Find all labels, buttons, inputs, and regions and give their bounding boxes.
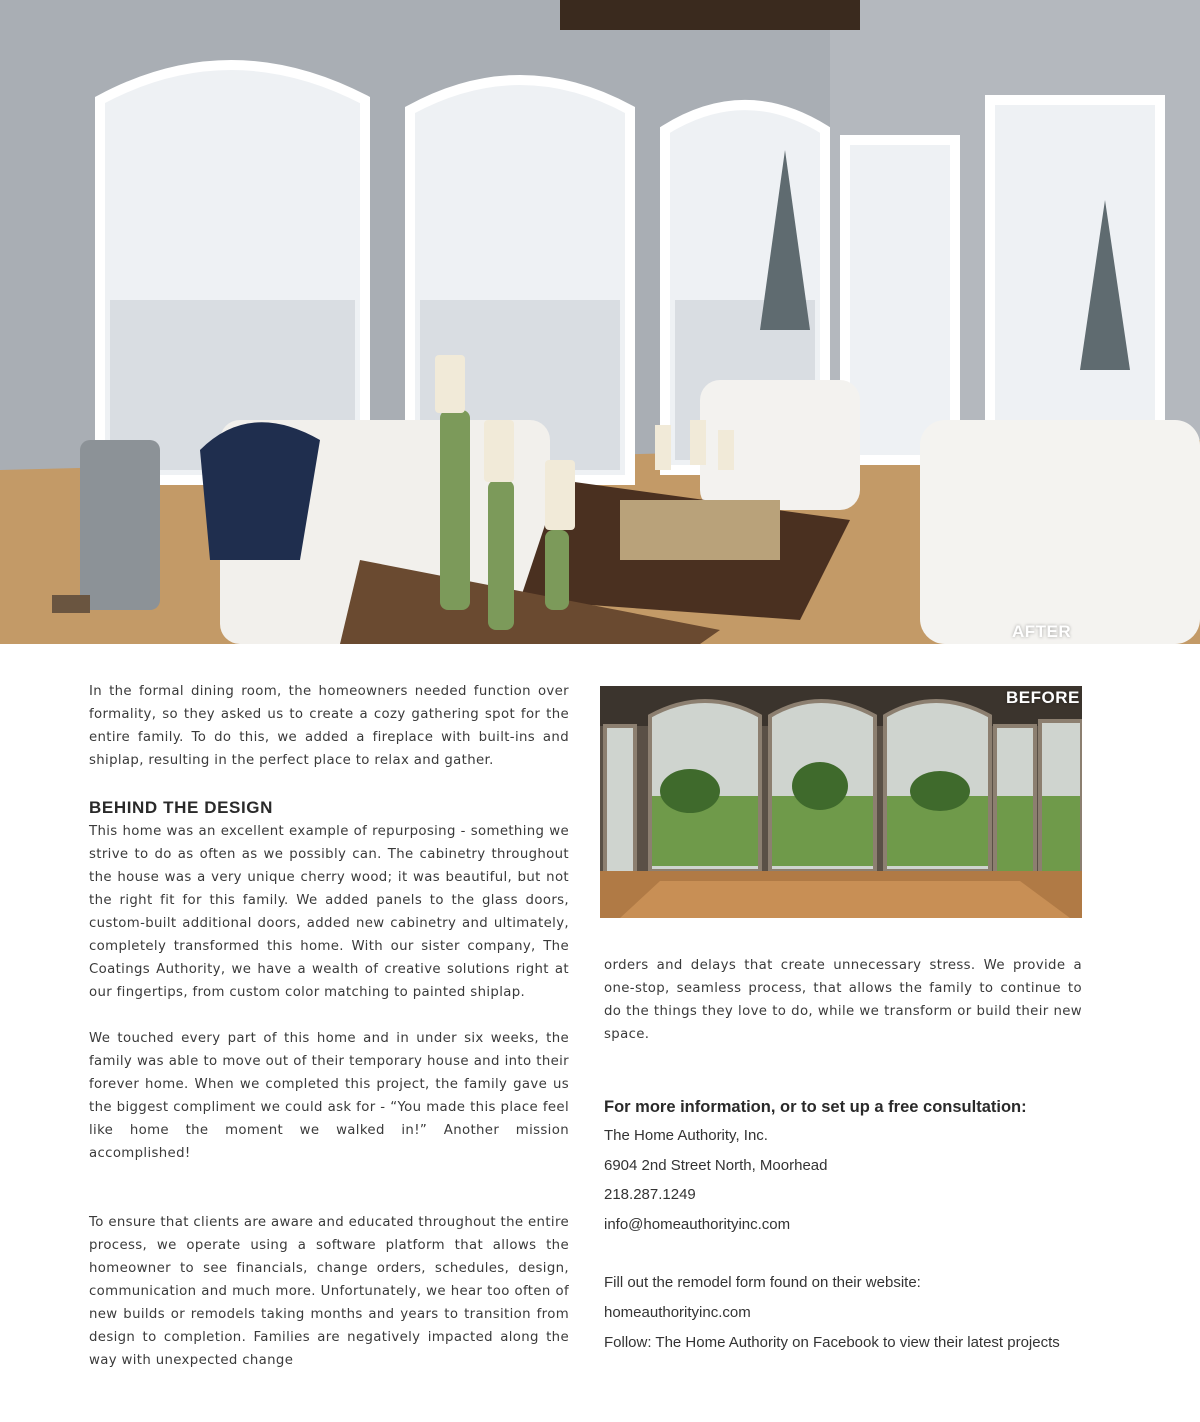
body-paragraph-3: To ensure that clients are aware and educated throughout the entire process, we operate using a software platform that allows the homeowner to see financials, change orders, schedules, design, communication and much more. Unfortunately, we hear too often of new builds or remodels taking months and years to transition from design to completion. Families are negatively impacted along the way with unexpected change (89, 1215, 569, 1368)
right-column (604, 954, 1082, 1357)
before-label: BEFORE (1006, 688, 1080, 707)
cta-heading: For more information, or to set up a free consultation: (604, 1098, 1027, 1116)
intro-paragraph: In the formal dining room, the homeowners needed function over formality, so they asked us to create a cozy gathering spot for the entire family. To do this, we added a fireplace with built-ins and shiplap, resulting in the perfect place to relax and gather. (89, 684, 569, 768)
address: 6904 2nd Street North, Moorhead (604, 1156, 828, 1174)
email-address: info@homeauthorityinc.com (604, 1215, 791, 1233)
before-photo-illustration (600, 686, 1082, 918)
form-note: Fill out the remodel form found on their website: (604, 1274, 921, 1292)
company-name: The Home Authority, Inc. (604, 1127, 768, 1144)
left-column (89, 680, 569, 1372)
after-label: AFTER (1012, 622, 1072, 641)
body-paragraph-1: This home was an excellent example of repurposing - something we strive to do as often as we possibly can. The cabinetry throughout the house was a very unique cherry wood; it was beautiful, but not the right fit for this family. We added panels to the glass doors, custom-built additional doors, added new cabinetry and ultimately, completely transformed this home. With our sister company, The Coatings Authority, we have a wealth of creative solutions right at our fingertips, from custom color matching to painted shiplap. (89, 824, 569, 1000)
facebook-follow: Follow: The Home Authority on Facebook to view their latest projects (604, 1333, 1060, 1351)
phone-number: 218.287.1249 (604, 1186, 696, 1204)
section-heading: BEHIND THE DESIGN (89, 798, 273, 817)
after-photo-illustration (0, 0, 1200, 644)
after-photo (0, 0, 1200, 644)
website-link[interactable]: homeauthorityinc.com (604, 1303, 751, 1321)
continuation-paragraph: orders and delays that create unnecessary stress. We provide a one-stop, seamless process, that allows the family to continue to do the things they love to do, while we transform or build their new space. (604, 958, 1082, 1042)
before-photo (600, 686, 1082, 918)
body-paragraph-2: We touched every part of this home and in under six weeks, the family was able to move out of their temporary house and into their forever home. When we completed this project, the family gave us the biggest compliment we could ask for - “You made this place feel like home the moment we walked in!” Another mission accomplished! (89, 1031, 569, 1161)
